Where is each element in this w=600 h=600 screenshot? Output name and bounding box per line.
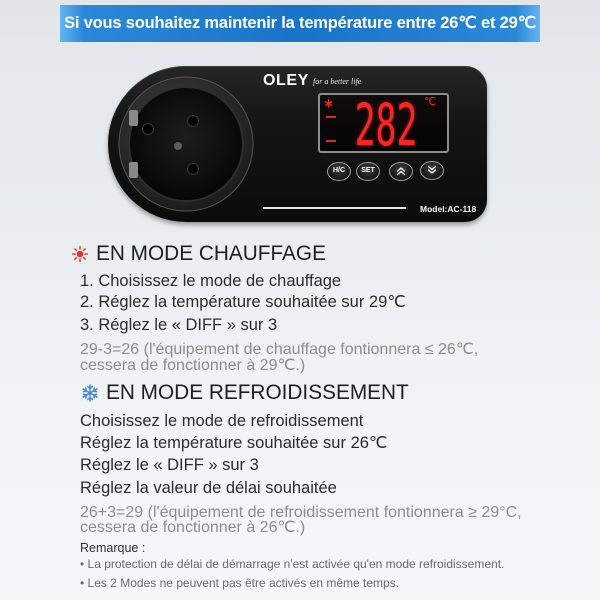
cooling-explanation: 26+3=29 (l'équipement de refroidissement fontionnera ≥ 29°C, [80, 504, 522, 521]
cooling-step: Choisissez le mode de refroidissement [80, 412, 364, 430]
heating-step: 2. Réglez la température souhaitée sur 29℃ [80, 293, 406, 311]
sun-icon [72, 246, 88, 262]
cooling-step: Réglez la valeur de délai souhaitée [80, 479, 337, 497]
temperature-reading: 282 [354, 93, 418, 153]
heating-explanation: cessera de fonctionner à 29℃.) [80, 357, 306, 374]
double-chevron-up-icon [396, 166, 406, 176]
divider [263, 207, 406, 209]
banner-title: Si vous souhaitez maintenir la température entre 26℃ et 29℃ [64, 14, 536, 32]
heating-explanation: 29-3=26 (l'équipement de chauffage fontionnera ≤ 26℃, [80, 341, 479, 358]
up-button [389, 162, 413, 181]
brand-logo: OLEY [263, 72, 309, 89]
heating-step: 1. Choisissez le mode de chauffage [80, 272, 342, 290]
hc-button: H/C [327, 162, 351, 181]
brand-tagline: for a better life [313, 77, 362, 86]
cooling-step: Réglez la température souhaitée sur 26℃ [80, 434, 388, 452]
remark-title: Remarque : [80, 541, 146, 555]
cooling-explanation: cessera de fonctionner à 26℃.) [80, 519, 306, 536]
snowflake-icon [81, 384, 99, 402]
heating-step: 3. Réglez le « DIFF » sur 3 [80, 316, 278, 334]
power-socket-icon [118, 76, 254, 212]
cooling-step: Réglez le « DIFF » sur 3 [80, 456, 259, 474]
model-label: Model:AC-118 [420, 204, 477, 214]
temperature-display [318, 93, 449, 153]
remark-item: • La protection de délai de démarrage n'est activée qu'en mode refroidissement. [80, 557, 505, 571]
indicator-icon [324, 99, 333, 108]
cooling-title: EN MODE REFROIDISSEMENT [106, 381, 409, 404]
remark-item: • Les 2 Modes ne peuvent pas être activés en même temps. [80, 576, 400, 590]
indicator-icon [326, 140, 336, 142]
set-button: SET [356, 162, 380, 181]
heating-title: EN MODE CHAUFFAGE [96, 242, 326, 265]
thermostat-device [108, 66, 487, 222]
title-banner [60, 5, 540, 42]
temperature-unit: ℃ [424, 95, 437, 108]
indicator-icon [326, 116, 336, 118]
down-button [420, 161, 444, 180]
double-chevron-down-icon [427, 165, 437, 175]
